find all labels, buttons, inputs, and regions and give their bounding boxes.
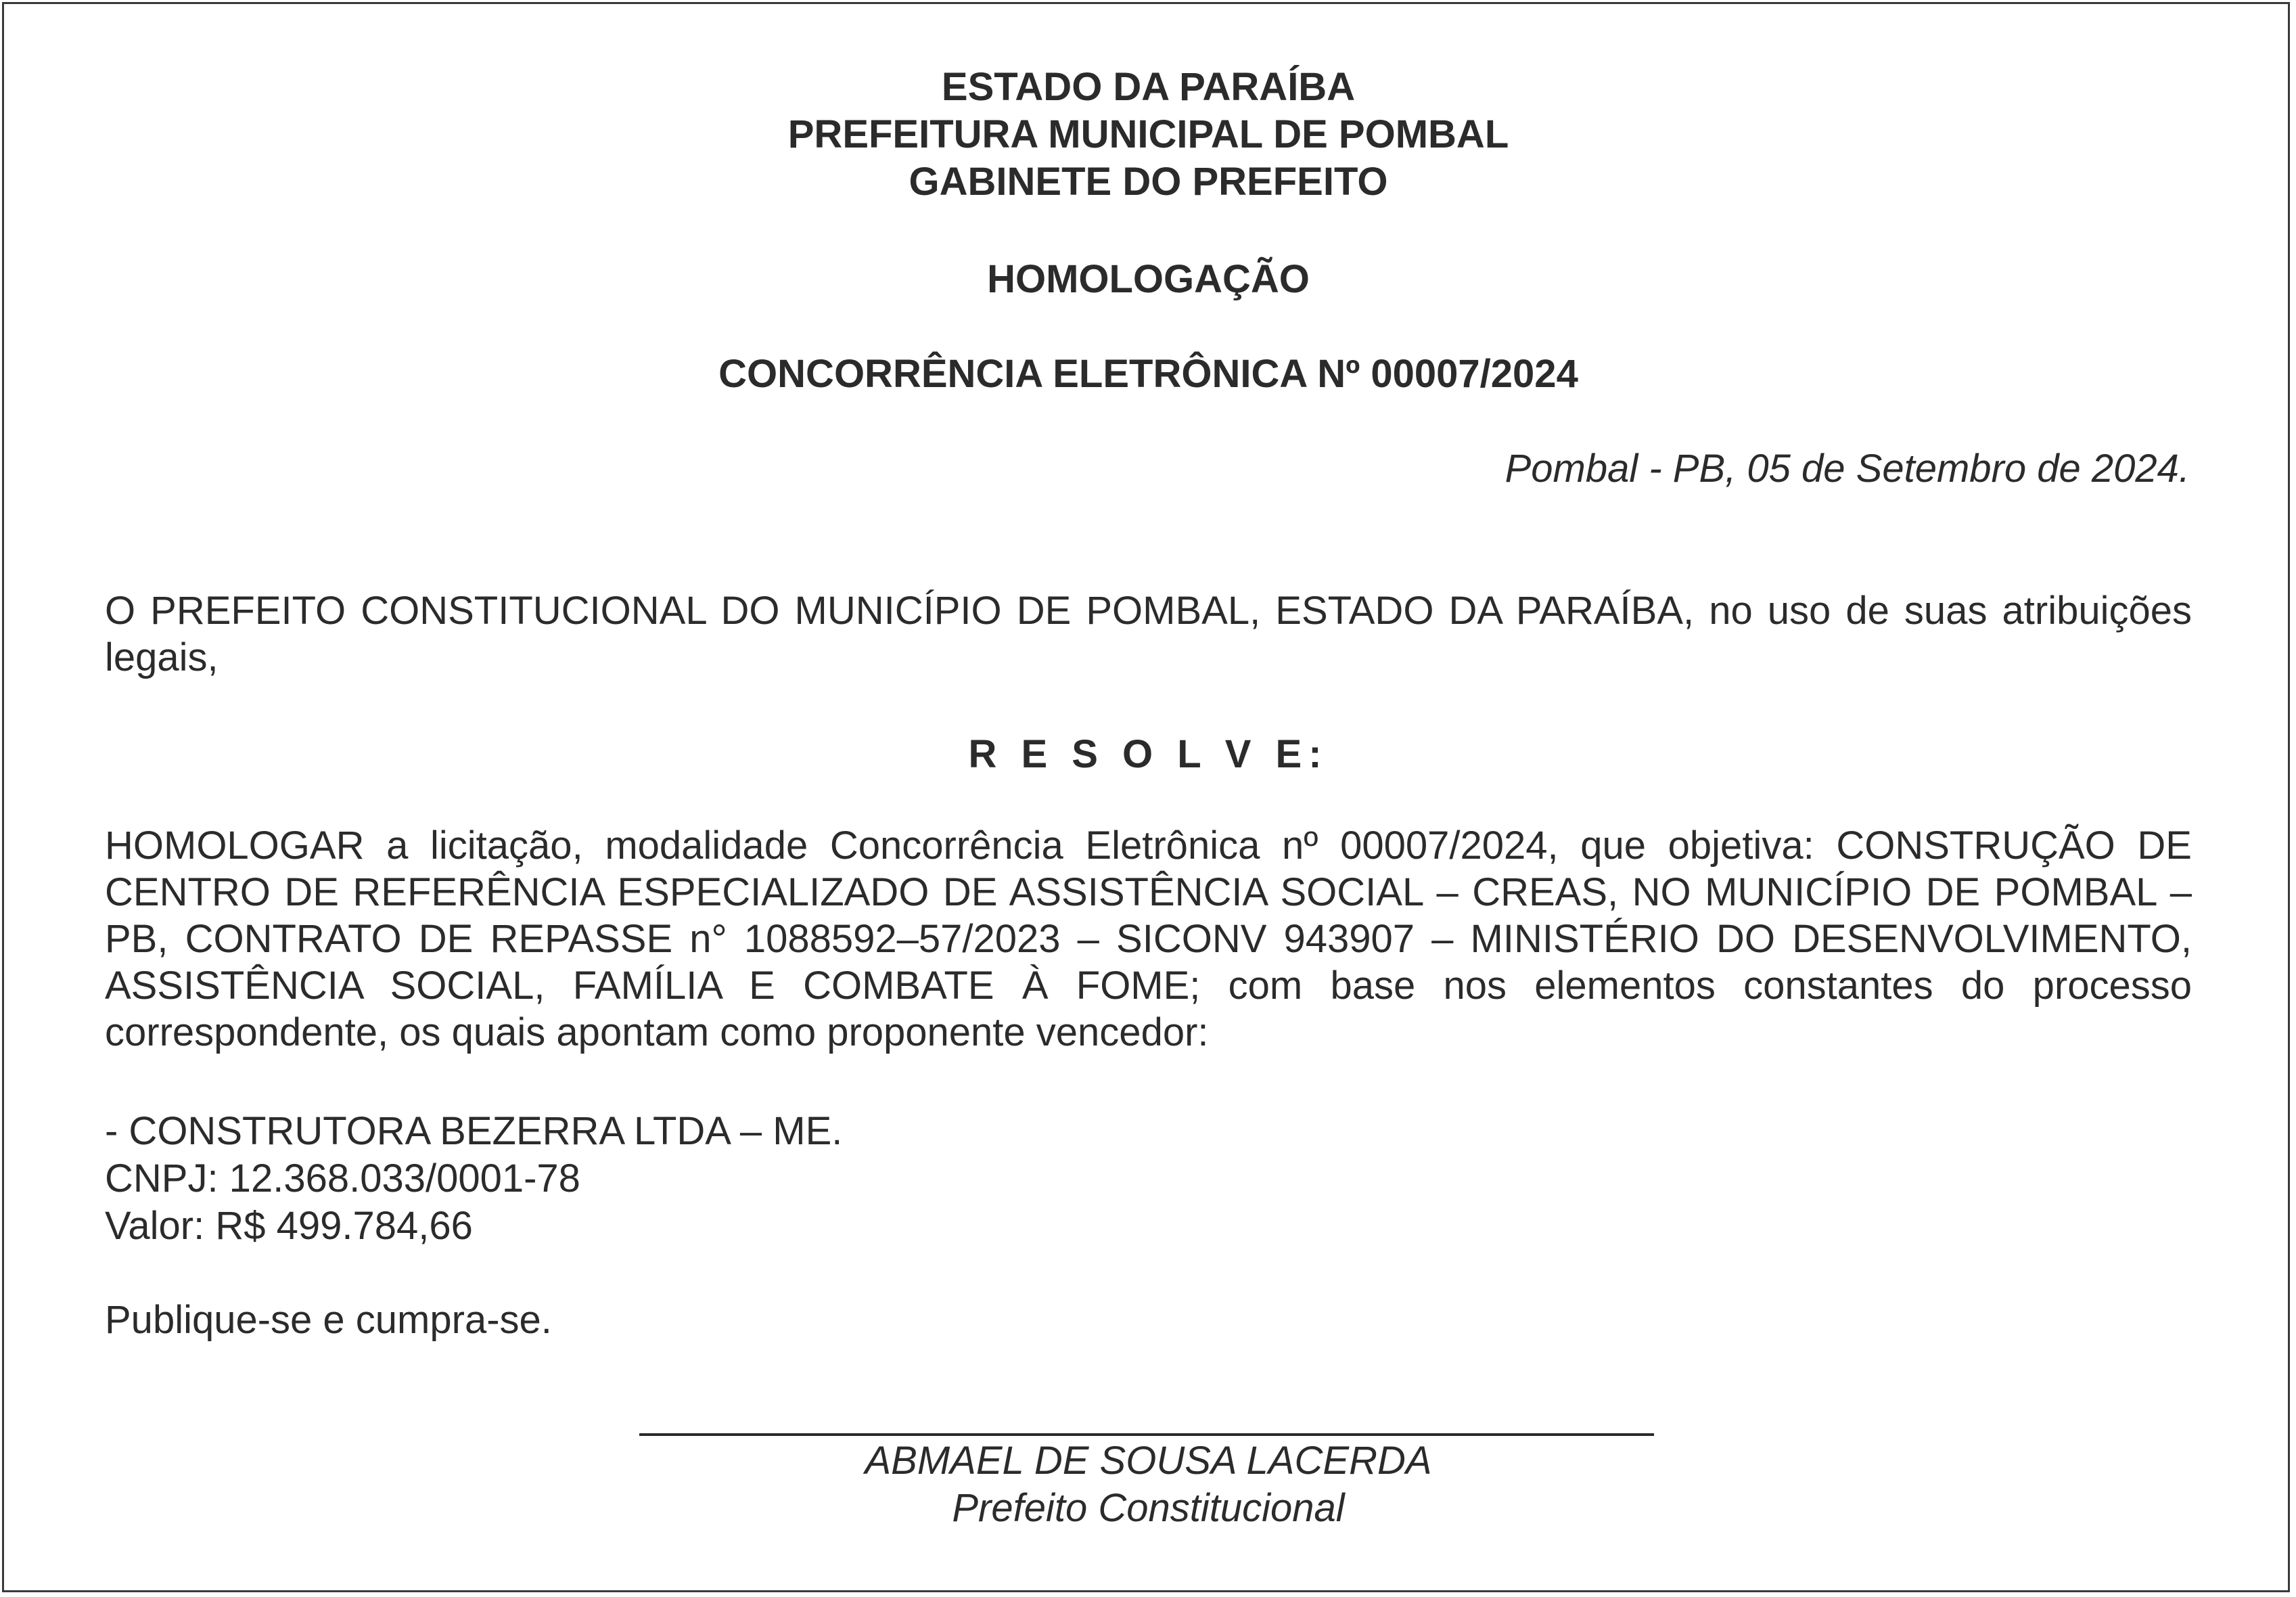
- winner-cnpj: CNPJ: 12.368.033/0001-78: [105, 1156, 580, 1200]
- document-type-title: HOMOLOGAÇÃO: [987, 257, 1310, 301]
- signature-line: [639, 1433, 1654, 1436]
- header-state: ESTADO DA PARAÍBA: [941, 65, 1356, 109]
- closing-text: Publique-se e cumpra-se.: [105, 1298, 552, 1342]
- intro-paragraph: O PREFEITO CONSTITUCIONAL DO MUNICÍPIO DE POMBAL, ESTADO DA PARAÍBA, no uso de suas atribuições legais,: [105, 589, 2192, 679]
- homologation-paragraph: HOMOLOGAR a licitação, modalidade Concorrência Eletrônica nº 00007/2024, que objetiva: CONSTRUÇÃO DE CENTRO DE REFERÊNCIA ESPECIALIZADO DE ASSISTÊNCIA SOCIAL – CREAS, NO MUNICÍPIO DE POMBAL – PB, CONTRATO DE REPASSE n° 1088592–57/2023 – SICONV 943907 – MINISTÉRIO DO DESENVOLVIMENTO, ASSISTÊNCIA SOCIAL, FAMÍLIA E COMBATE À FOME; com base nos elementos constantes do processo correspondente, os quais apontam como proponente vencedor:: [105, 824, 2192, 1054]
- header-office: GABINETE DO PREFEITO: [909, 160, 1388, 204]
- place-date: Pombal - PB, 05 de Setembro de 2024.: [1505, 447, 2190, 491]
- resolve-heading: R E S O L V E:: [968, 732, 1329, 776]
- signature-block: [105, 1437, 2192, 1532]
- procurement-title: CONCORRÊNCIA ELETRÔNICA Nº 00007/2024: [718, 352, 1578, 396]
- winner-name: - CONSTRUTORA BEZERRA LTDA – ME.: [105, 1109, 843, 1153]
- winner-block: [105, 1108, 842, 1250]
- header-city-hall: PREFEITURA MUNICIPAL DE POMBAL: [787, 112, 1509, 156]
- document-header: [105, 64, 2192, 206]
- document-body: [105, 0, 2192, 1597]
- winner-value: Valor: R$ 499.784,66: [105, 1204, 473, 1248]
- signatory-name: ABMAEL DE SOUSA LACERDA: [865, 1439, 1432, 1483]
- signatory-role: Prefeito Constitucional: [952, 1486, 1345, 1530]
